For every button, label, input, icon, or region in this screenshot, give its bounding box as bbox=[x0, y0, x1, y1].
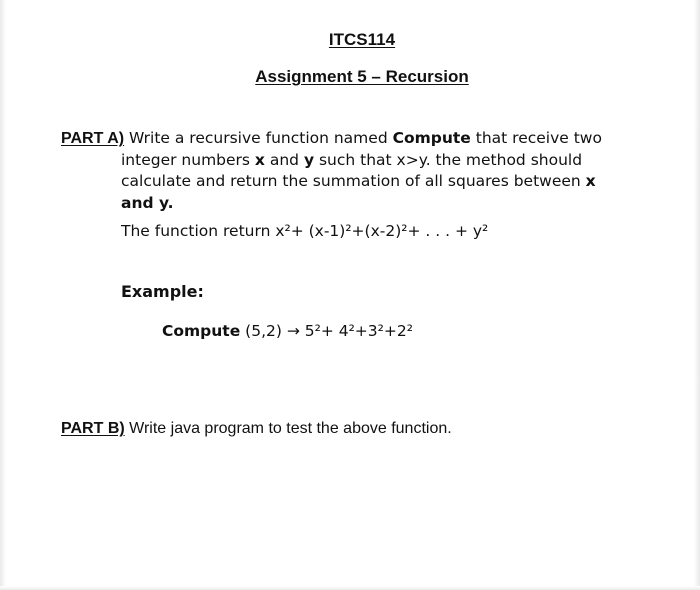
variable-x-2: x bbox=[585, 172, 596, 190]
example-call-name: Compute bbox=[162, 322, 241, 340]
function-return-line: The function return x²+ (x-1)²+(x-2)²+ . . . + y² bbox=[121, 222, 489, 240]
part-a-label: PART A) bbox=[61, 130, 125, 147]
example-line bbox=[162, 322, 413, 340]
part-a-text-2: that receive two integer numbers bbox=[121, 129, 602, 169]
assignment-title-heading: Assignment 5 – Recursion bbox=[255, 67, 469, 86]
part-b-paragraph bbox=[61, 420, 452, 438]
function-name: Compute bbox=[392, 129, 471, 147]
example-call-rest: (5,2) → 5²+ 4²+3²+2² bbox=[240, 322, 413, 340]
part-a-text-5: . the method should calculate and return the summation of all squares between bbox=[121, 150, 586, 190]
part-a-paragraph bbox=[61, 128, 606, 214]
page-edge-bottom bbox=[0, 586, 700, 590]
part-b-label: PART B) bbox=[61, 420, 125, 437]
page-edge-right bbox=[694, 0, 700, 590]
course-code-heading: ITCS114 bbox=[328, 30, 396, 49]
and-y-line bbox=[121, 193, 606, 215]
variable-y: y bbox=[303, 150, 315, 169]
part-b-text: Write java program to test the above function. bbox=[124, 420, 452, 437]
variable-x: x bbox=[254, 150, 265, 169]
example-heading: Example: bbox=[121, 282, 204, 301]
page-edge-left bbox=[0, 0, 6, 590]
part-a-text-1: Write a recursive function named bbox=[124, 129, 393, 147]
and-y-text: and y. bbox=[121, 193, 174, 212]
part-a-text-3: and bbox=[264, 150, 304, 169]
part-a-text-4: such that x>y bbox=[314, 150, 426, 169]
